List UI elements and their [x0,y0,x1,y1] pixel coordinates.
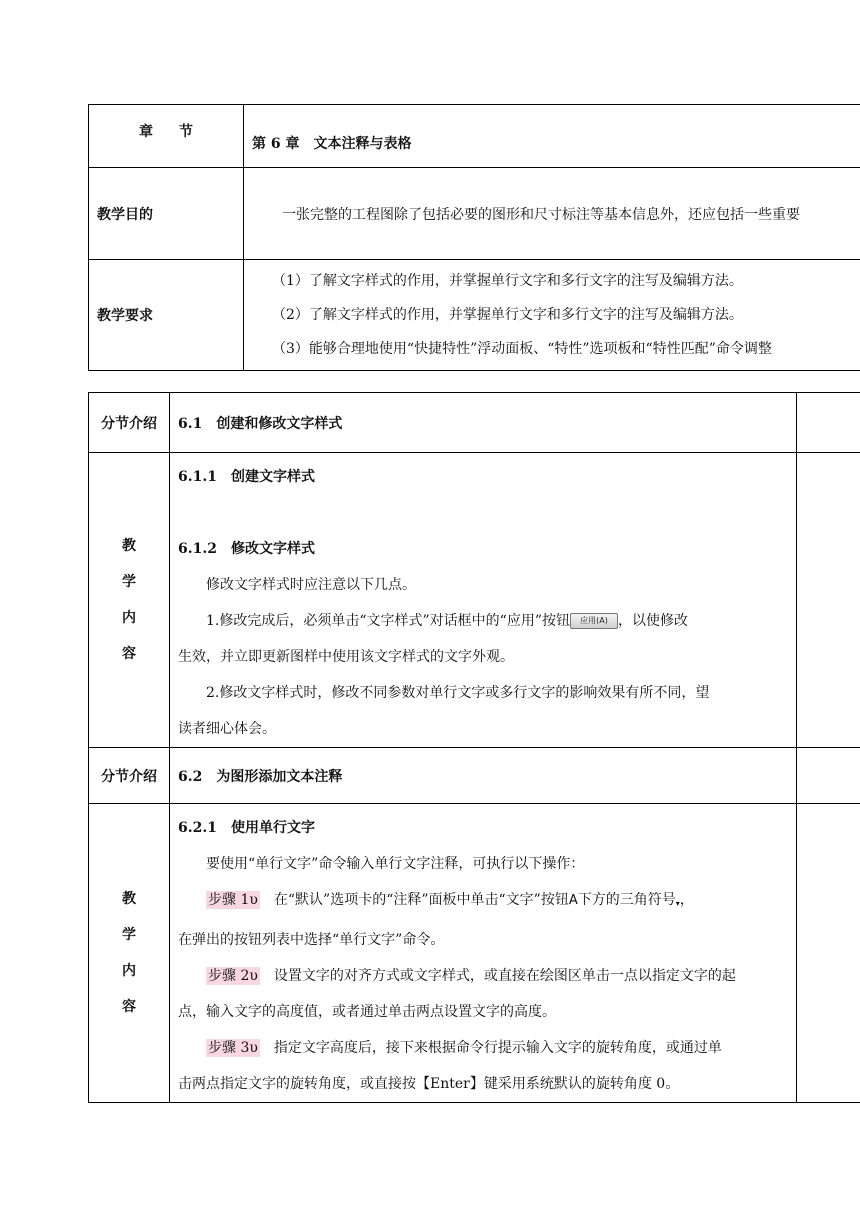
content-label-cell [89,453,170,748]
item1-text-b: ，以使修改 [618,613,688,629]
paragraph: 2.修改文字样式时，修改不同参数对单行文字或多行文字的影响效果有所不同，望 [206,685,710,701]
section2-content [170,804,797,1103]
content-label-char: 教 [122,538,136,554]
section-content-table [88,392,860,1103]
objective-text: 一张完整的工程图除了包括必要的图形和尺寸标注等基本信息外，还应包括一些重要 [282,206,800,223]
subsection-title: 6.1.1 创建文字样式 [178,469,315,485]
empty-cell [797,453,860,748]
paragraph-continued: 击两点指定文字的旋转角度，或直接按【Enter】键采用系统默认的旋转角度 0。 [178,1076,680,1092]
content-label-char: 学 [122,927,136,943]
chapter-value: 第 6 章 文本注释与表格 [244,105,860,168]
chapter-label-cell [89,105,244,168]
paragraph-continued: 在弹出的按钮列表中选择“单行文字”命令。 [178,932,445,948]
paragraph: 要使用“单行文字”命令输入单行文字注释，可执行以下操作： [206,856,585,872]
step-text: 下方的三角符号 [577,892,676,908]
chapter-label-b: 节 [179,124,193,140]
paragraph-continued: 点，输入文字的高度值，或者通过单击两点设置文字的高度。 [178,1004,556,1020]
chapter-info-table [88,104,860,371]
section-title: 6.1 创建和修改文字样式 [170,393,797,453]
content-label-char: 容 [122,646,136,662]
triangle-down-icon: ▾ [675,899,680,908]
section1-content [170,453,797,748]
subsection-title: 6.1.2 修改文字样式 [178,541,315,557]
section-label: 分节介绍 [89,393,170,453]
content-label-char: 容 [122,999,136,1015]
section-title: 6.2 为图形添加文本注释 [170,748,797,804]
objective-label: 教学目的 [89,168,244,260]
section-label: 分节介绍 [89,748,170,804]
paragraph: 修改文字样式时应注意以下几点。 [206,577,416,593]
content-label-char: 内 [122,963,136,979]
empty-cell [797,393,860,453]
step-label: 步骤 1υ [208,892,258,908]
text-a-icon: A [568,893,578,908]
chapter-label-a: 章 [139,124,153,140]
step-text: 在“默认”选项卡的“注释”面板中单击“文字”按钮 [259,892,569,908]
requirement-item: （2）了解文字样式的作用，并掌握单行文字和多行文字的注写及编辑方法。 [272,307,743,323]
apply-button-image: 应用(A) [570,613,618,629]
content-label-char: 教 [122,891,136,907]
content-label-char: 学 [122,574,136,590]
step-label: 步骤 3υ [208,1040,258,1056]
requirement-cell [244,260,860,371]
empty-cell [797,804,860,1103]
requirement-item: （3）能够合理地使用“快捷特性”浮动面板、“特性”选项板和“特性匹配”命令调整 [272,341,772,357]
step-text: 设置文字的对齐方式或文字样式，或直接在绘图区单击一点以指定文字的起 [259,968,736,984]
objective-value [244,168,860,260]
paragraph-continued: 读者细心体会。 [178,721,276,737]
requirement-label: 教学要求 [89,260,244,371]
step-label: 步骤 2υ [208,968,258,984]
paragraph-continued: 生效，并立即更新图样中使用该文字样式的文字外观。 [178,649,514,665]
step-paragraph [178,1030,788,1066]
item1-text-a: 1.修改完成后，必须单击“文字样式”对话框中的“应用”按钮 [206,613,570,629]
content-label-char: 内 [122,610,136,626]
requirement-item: （1）了解文字样式的作用，并掌握单行文字和多行文字的注写及编辑方法。 [272,273,743,289]
step-text: ， [679,892,694,908]
empty-cell [797,748,860,804]
content-label-cell [89,804,170,1103]
step-paragraph [178,958,788,994]
subsection-title: 6.2.1 使用单行文字 [178,820,315,836]
step-paragraph [178,882,788,922]
step-text: 指定文字高度后，接下来根据命令行提示输入文字的旋转角度，或通过单 [259,1040,722,1056]
paragraph [178,603,788,639]
